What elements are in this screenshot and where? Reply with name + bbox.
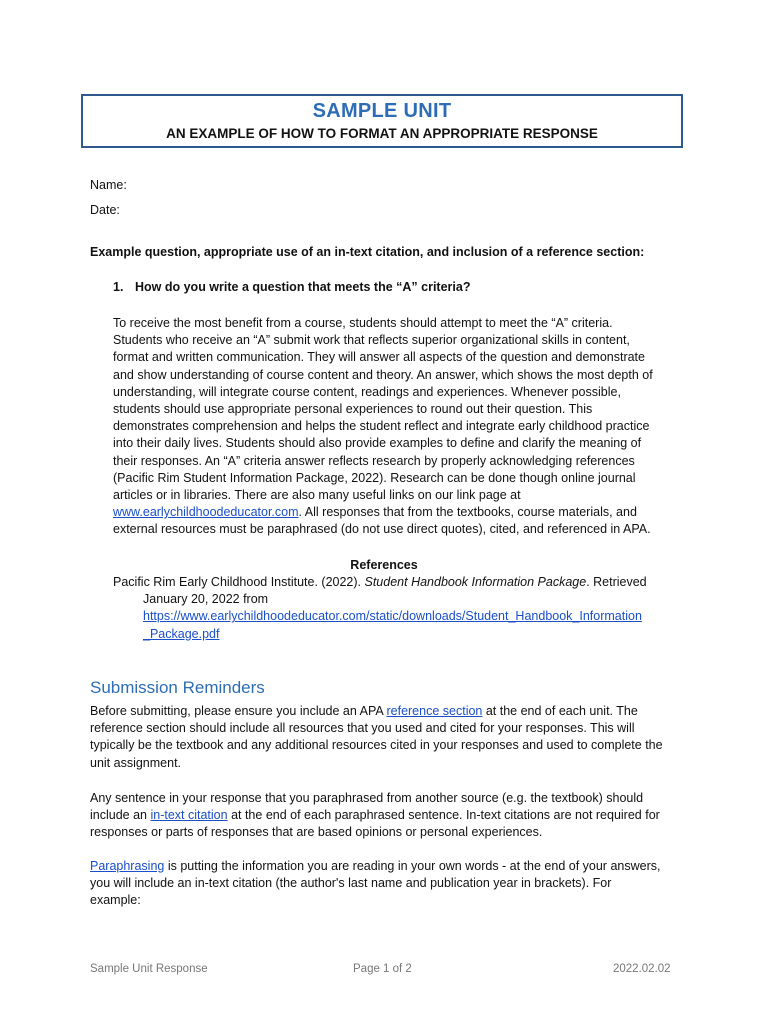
reference-title: Student Handbook Information Package (364, 575, 587, 589)
answer-line: students should use appropriate personal experiences to round out their question. This (113, 402, 593, 417)
in-text-citation-link[interactable]: in-text citation (150, 808, 228, 823)
reminder-text: is putting the information you are reading in your own words - at the end of your answers, (164, 859, 661, 873)
answer-line: external resources must be paraphrased (do not use direct quotes), cited, and referenced in APA. (113, 522, 651, 537)
reminder-text: Any sentence in your response that you paraphrased from another source (e.g. the textbook) should (90, 791, 644, 805)
reference-date: January 20, 2022 from (143, 592, 269, 607)
reference-section-link[interactable]: reference section (386, 704, 483, 718)
references-heading: References (350, 558, 418, 572)
reminder-text: example: (90, 893, 141, 908)
name-label: Name: (90, 178, 127, 192)
answer-line: understanding, will integrate course content, readings and experiences. Whenever possible, (113, 384, 621, 399)
reference-retrieved: . Retrieved (586, 575, 647, 589)
date-label: Date: (90, 203, 120, 217)
reminder-text: include an (90, 808, 151, 823)
reminder-text: responses or parts of responses that are based opinions or personal experiences. (90, 825, 543, 840)
question-text: How do you write a question that meets the “A” criteria? (135, 280, 471, 294)
answer-line: and show understanding of course content and theory. An answer, which shows the most depth of (113, 367, 653, 382)
submission-reminders-heading: Submission Reminders (90, 678, 265, 697)
answer-line: To receive the most benefit from a course, students should attempt to meet the “A” criteria. (113, 316, 613, 330)
answer-line: (Pacific Rim Student Information Package, 2022). Research can be done though online journal (113, 470, 636, 485)
website-link[interactable]: www.earlychildhoodeducator.com (113, 505, 299, 520)
footer-date: 2022.02.02 (613, 963, 671, 975)
reminder-text: unit assignment. (90, 755, 182, 770)
footer-page-number: Page 1 of 2 (353, 963, 412, 975)
reminder-text: Before submitting, please ensure you include an APA (90, 704, 387, 718)
answer-line: format and written communication. They will answer all aspects of the question and demonstrate (113, 350, 645, 365)
reminder-text: you will include an in-text citation (the author's last name and publication year in brackets). For (90, 876, 612, 891)
answer-line: demonstrates comprehension and helps the student reflect and integrate early childhood practice (113, 419, 650, 434)
footer-left: Sample Unit Response (90, 963, 208, 975)
reminder-text: reference section should include all resources that you used and cited for your responses. This will (90, 721, 635, 736)
intro-heading: Example question, appropriate use of an in-text citation, and inclusion of a reference section: (90, 245, 645, 259)
title-box (81, 94, 683, 148)
reminder-text: at the end of each unit. The (482, 704, 638, 718)
reference-url[interactable]: https://www.earlychildhoodeducator.com/static/downloads/Student_Handbook_Information (143, 609, 642, 624)
reminder-text: typically be the textbook and any additional resources cited in your responses and used to complete the (90, 738, 663, 753)
paraphrasing-link[interactable]: Paraphrasing (90, 859, 165, 873)
document-title: SAMPLE UNIT (312, 100, 452, 122)
reference-entry (113, 574, 647, 643)
reminder-paragraph-2 (90, 790, 660, 842)
answer-line: Students who receive an “A” submit work that reflects superior organizational skills in content, (113, 333, 630, 348)
reminder-paragraph-3 (90, 858, 660, 910)
document-subtitle: AN EXAMPLE OF HOW TO FORMAT AN APPROPRIATE RESPONSE (166, 126, 598, 141)
reference-author: Pacific Rim Early Childhood Institute. (2022). (113, 575, 365, 589)
reference-url-continued[interactable]: _Package.pdf (143, 626, 220, 641)
reminder-paragraph-1 (90, 703, 663, 772)
answer-after-link: . All responses that from the textbooks, course materials, and (298, 505, 637, 520)
answer-line: their responses. An “A” criteria answer reflects research by properly acknowledging references (113, 453, 635, 468)
answer-line: into their daily lives. Students should also provide examples to define and clarify the meaning of (113, 436, 642, 451)
question-number: 1. (113, 280, 124, 294)
answer-line (113, 504, 653, 521)
answer-line: articles or in libraries. There are also many useful links on our link page at (113, 488, 521, 503)
reminder-text: at the end of each paraphrased sentence. In-text citations are not required for (227, 808, 660, 823)
answer-paragraph (113, 315, 653, 539)
